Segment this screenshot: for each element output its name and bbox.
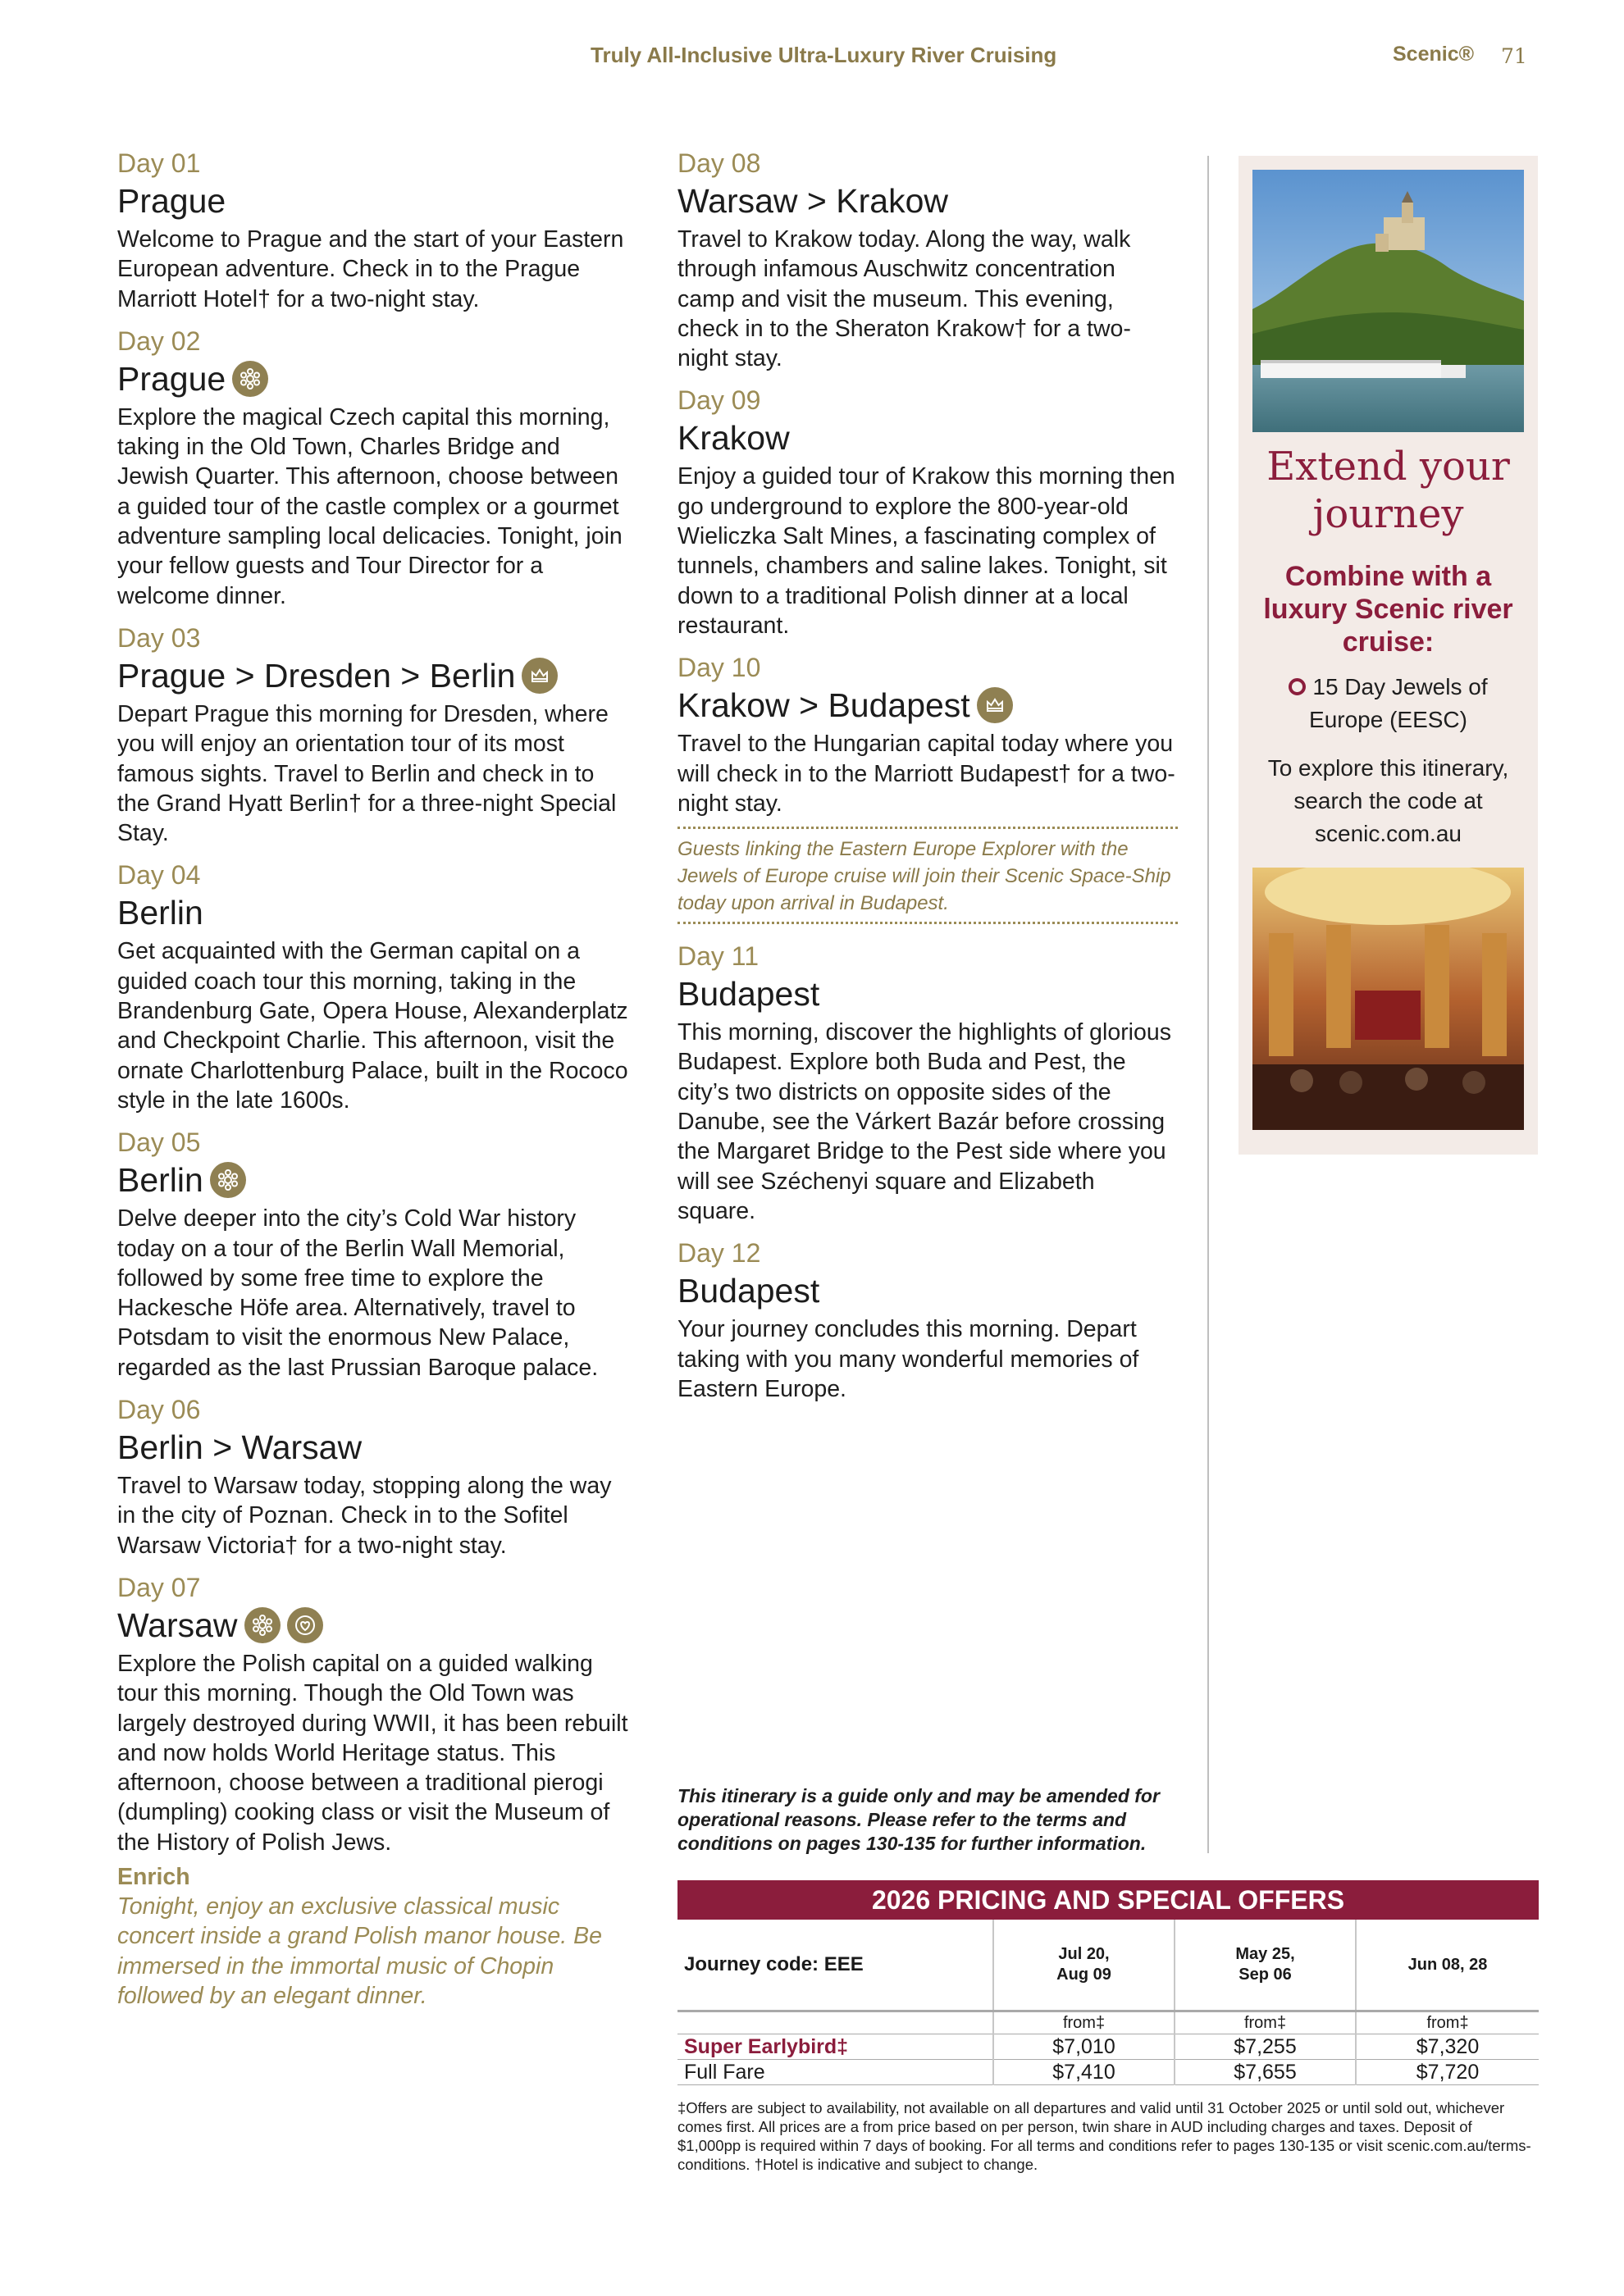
day-entry [677, 383, 1178, 640]
departure-dates [1175, 1920, 1356, 2011]
from-label: from‡ [993, 2011, 1175, 2034]
day-description: Depart Prague this morning for Dresden, where you will enjoy an orientation tour of its most famous sights. Travel to Berlin and check in to the Grand Hyatt Berlin† for a three-night Special Stay. [117, 700, 617, 847]
day-title [117, 655, 630, 696]
column-divider [1207, 156, 1209, 1853]
table-row [677, 2034, 1539, 2060]
day-title [117, 1605, 630, 1646]
cruise-itinerary-label: 15 Day Jewels of Europe (EESC) [1309, 674, 1488, 732]
day-entry [117, 1392, 630, 1560]
day-title-text: Berlin > Warsaw [117, 1428, 363, 1467]
date-line: Sep 06 [1239, 1966, 1292, 1984]
price-cell: $7,320 [1356, 2034, 1539, 2060]
day-description: Welcome to Prague and the start of your Eastern European adventure. Check in to the Prague Marriott Hotel† for a two-night stay. [117, 226, 624, 312]
day-label: Day 11 [677, 941, 760, 972]
day-description: Get acquainted with the German capital on a guided coach tour this morning, taking in the Brandenburg Gate, Opera House, Alexanderplatz and Checkpoint Charlie. This afternoon, visit the ornate Charlottenburg Palace, built in the Rococo style in the late 1600s. [117, 938, 628, 1114]
day-label: Day 02 [117, 326, 201, 356]
day-label: Day 04 [117, 860, 201, 891]
day-label: Day 06 [117, 1395, 201, 1425]
day-label: Day 08 [677, 148, 761, 178]
day-description: Travel to the Hungarian capital today where you will check in to the Marriott Budapest† for a two-night stay. [677, 731, 1175, 817]
price-cell: $7,655 [1175, 2060, 1356, 2085]
day-entry [677, 650, 1178, 924]
extend-journey-title: Extend your journey [1266, 444, 1510, 537]
day-entry [117, 324, 630, 611]
day-description: Your journey concludes this morning. Depart taking with you many wonderful memories of Eastern Europe. [677, 1316, 1139, 1402]
day-description: Travel to Krakow today. Along the way, walk through infamous Auschwitz concentration camp and visit the museum. This evening, check in to the Sheraton Krakow† for a two-night stay. [677, 226, 1131, 372]
date-line: Jul 20, [1058, 1945, 1110, 1963]
day-label: Day 12 [677, 1238, 761, 1269]
day-title-text: Krakow [677, 419, 790, 458]
page-number: 71 [1501, 44, 1527, 68]
cruise-itinerary-item [1255, 671, 1521, 736]
day-entry [117, 621, 630, 848]
day-title-text: Krakow > Budapest [677, 686, 970, 725]
header-title: Truly All-Inclusive Ultra-Luxury River Cruising [591, 43, 1057, 67]
date-line: May 25, [1235, 1945, 1295, 1963]
day-label: Day 07 [117, 1572, 201, 1602]
itinerary-column-left [117, 146, 630, 2020]
day-title-text: Berlin [117, 894, 203, 932]
departure-dates [1356, 1920, 1539, 2011]
day-title [677, 973, 1178, 1014]
day-label: Day 01 [117, 148, 201, 178]
from-label: from‡ [1175, 2011, 1356, 2034]
explore-instructions: To explore this itinerary, search the code at scenic.com.au [1267, 755, 1509, 846]
day-entry [117, 1125, 630, 1383]
table-row [677, 2011, 1539, 2034]
day-title [677, 417, 1178, 458]
enrich-heading: Enrich [117, 1863, 190, 1890]
day-label: Day 10 [677, 653, 761, 683]
day-title [117, 892, 630, 933]
day-description: Explore the Polish capital on a guided walking tour this morning. Though the Old Town was largely destroyed during WWII, it has been rebuilt and now holds World Heritage status. This afternoon, choose between a traditional pierogi (dumpling) cooking class or visit the Museum of the History of Polish Jews. [117, 1650, 628, 1856]
day-title-text: Prague [117, 359, 226, 398]
price-cell: $7,010 [993, 2034, 1175, 2060]
day-title-text: Budapest [677, 1272, 820, 1310]
day-entry [117, 858, 630, 1115]
date-line: Jun 08, 28 [1407, 1955, 1488, 1974]
day-entry [677, 146, 1178, 373]
day-title-text: Berlin [117, 1161, 203, 1200]
heart-icon [287, 1607, 323, 1643]
day-description: This morning, discover the highlights of glorious Budapest. Explore both Buda and Pest, the city’s two districts on opposite sides of the Danube, see the Várkert Bazár before crossing the Margaret Bridge to the Pest side where you will see Széchenyi square and Elizabeth square. [677, 1019, 1171, 1224]
empty-cell [677, 2011, 993, 2034]
itinerary-disclaimer: This itinerary is a guide only and may be amended for operational reasons. Please refer to the terms and conditions on pages 130-135 for further information. [677, 1785, 1160, 1854]
day-title-text: Prague > Dresden > Berlin [117, 656, 516, 695]
snowflake-icon [210, 1162, 246, 1198]
departure-dates [993, 1920, 1175, 2011]
pricing-fine-print: ‡Offers are subject to availability, not available on all departures and valid until 31 October 2025 or until sold out, whichever comes first. All prices are a from price based on per person, twin share in AUD including charges and taxes. Deposit of $1,000pp is required within 7 days of booking. For all terms and conditions refer to pages 130-135 or visit scenic.com.au/terms-conditions. †Hotel is indicative and subject to change. [677, 2099, 1531, 2173]
day-title [677, 1270, 1178, 1311]
crown-icon [977, 687, 1013, 723]
day-title [677, 685, 1178, 726]
day-description: Delve deeper into the city’s Cold War history today on a tour of the Berlin Wall Memorial, followed by some free time to explore the Hackesche Höfe area. Alternatively, travel to Potsdam to visit the enormous New Palace, regarded as the last Prussian Baroque palace. [117, 1205, 599, 1381]
day-title-text: Prague [117, 182, 226, 220]
day-entry [677, 1236, 1178, 1404]
pricing-table [677, 1920, 1539, 2085]
day-title-text: Budapest [677, 975, 820, 1014]
castle-river-photo [1252, 170, 1524, 432]
extend-journey-panel [1239, 156, 1538, 1155]
day-title-text: Warsaw [117, 1606, 238, 1644]
bullet-ring-icon [1289, 678, 1306, 695]
day-title-text: Warsaw > Krakow [677, 182, 948, 220]
day-title [677, 180, 1178, 221]
day-entry [117, 1570, 630, 2011]
day-label: Day 05 [117, 1128, 201, 1158]
price-cell: $7,255 [1175, 2034, 1356, 2060]
day-label: Day 03 [117, 622, 201, 653]
day-entry [677, 939, 1178, 1226]
day-title [117, 1159, 630, 1200]
day-description: Explore the magical Czech capital this morning, taking in the Old Town, Charles Bridge and Jewish Quarter. This afternoon, choose between a guided tour of the castle complex or a gourmet adventure sampling local delicacies. Tonight, join your fellow guests and Tour Director for a welcome dinner. [117, 403, 623, 609]
journey-code: Journey code: EEE [684, 1953, 864, 1975]
day-label: Day 09 [677, 385, 761, 416]
from-label: from‡ [1356, 2011, 1539, 2034]
date-line: Aug 09 [1056, 1966, 1111, 1984]
cruise-link-note: Guests linking the Eastern Europe Explorer with the Jewels of Europe cruise will join their Scenic Space-Ship today upon arrival in Budapest. [677, 827, 1178, 924]
day-description: Enjoy a guided tour of Krakow this morning then go underground to explore the 800-year-old Wieliczka Salt Mines, a fascinating complex of tunnels, chambers and saline lakes. Tonight, sit down to a traditional Polish dinner at a local restaurant. [677, 463, 1175, 639]
fare-label: Full Fare [677, 2060, 993, 2085]
snowflake-icon [232, 361, 268, 397]
pricing-heading: 2026 PRICING AND SPECIAL OFFERS [677, 1880, 1539, 1920]
concert-hall-photo [1252, 868, 1524, 1130]
enrich-text: Tonight, enjoy an exclusive classical music concert inside a grand Polish manor house. Be immersed in the immortal music of Chopin followed by an elegant dinner. [117, 1893, 602, 2009]
day-entry [117, 146, 630, 314]
day-title [117, 180, 630, 221]
price-cell: $7,410 [993, 2060, 1175, 2085]
header-brand: Scenic® [1393, 43, 1475, 66]
day-description: Travel to Warsaw today, stopping along the way in the city of Poznan. Check in to the Sofitel Warsaw Victoria† for a two-night stay. [117, 1473, 612, 1559]
price-cell: $7,720 [1356, 2060, 1539, 2085]
crown-icon [522, 658, 558, 694]
table-row [677, 2060, 1539, 2085]
itinerary-column-right [677, 146, 1178, 1414]
day-title [117, 1427, 630, 1468]
pricing-section [677, 1880, 1539, 2174]
table-row [677, 1920, 1539, 2011]
combine-subtitle: Combine with a luxury Scenic river cruise: [1263, 561, 1513, 658]
fare-label: Super Earlybird‡ [677, 2034, 993, 2060]
snowflake-icon [244, 1607, 281, 1643]
day-title [117, 358, 630, 399]
